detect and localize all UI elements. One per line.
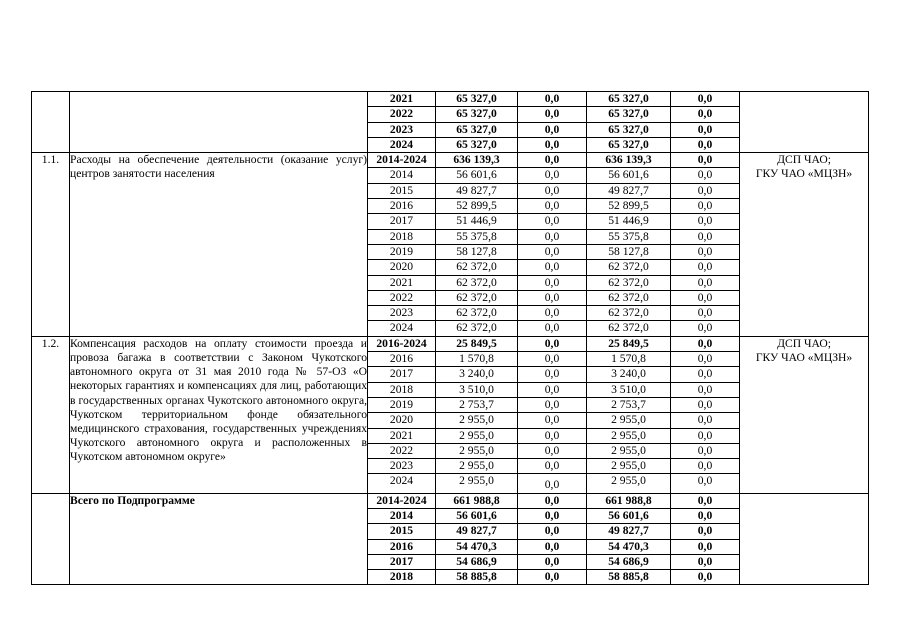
- federal-cell: 0,0: [518, 493, 587, 508]
- regional-cell: 62 372,0: [587, 275, 671, 290]
- period-cell: 2014-2024: [368, 153, 436, 168]
- federal-cell: 0,0: [518, 413, 587, 428]
- row-number: [32, 92, 70, 153]
- measure-name-text: Расходы на обеспечение деятельности (оказание услуг) центров занятости населения: [70, 153, 367, 181]
- total-cell: 54 470,3: [436, 539, 518, 554]
- total-cell: 62 372,0: [436, 321, 518, 336]
- federal-cell: 0,0: [518, 428, 587, 443]
- total-cell: 65 327,0: [436, 107, 518, 122]
- regional-cell: 25 849,5: [587, 336, 671, 351]
- regional-cell: 62 372,0: [587, 321, 671, 336]
- other-cell: 0,0: [671, 290, 740, 305]
- other-cell: 0,0: [671, 92, 740, 107]
- other-cell: 0,0: [671, 214, 740, 229]
- regional-cell: 2 955,0: [587, 428, 671, 443]
- period-cell: 2017: [368, 554, 436, 569]
- regional-cell: 58 127,8: [587, 244, 671, 259]
- responsible-executors: [740, 92, 869, 153]
- period-cell: 2024: [368, 321, 436, 336]
- total-cell: 56 601,6: [436, 168, 518, 183]
- federal-cell: 0,0: [518, 153, 587, 168]
- regional-cell: 65 327,0: [587, 137, 671, 152]
- total-cell: 62 372,0: [436, 260, 518, 275]
- federal-cell: 0,0: [518, 352, 587, 367]
- regional-cell: 58 885,8: [587, 570, 671, 585]
- other-cell: 0,0: [671, 413, 740, 428]
- federal-cell: 0,0: [518, 539, 587, 554]
- period-cell: 2015: [368, 524, 436, 539]
- federal-cell: 0,0: [518, 397, 587, 412]
- total-cell: 49 827,7: [436, 183, 518, 198]
- other-cell: 0,0: [671, 459, 740, 474]
- regional-cell: 65 327,0: [587, 122, 671, 137]
- total-cell: 65 327,0: [436, 137, 518, 152]
- regional-cell: 2 955,0: [587, 459, 671, 474]
- responsible-executors: [740, 493, 869, 585]
- total-cell: 636 139,3: [436, 153, 518, 168]
- federal-cell: 0,0: [518, 137, 587, 152]
- federal-cell: 0,0: [518, 290, 587, 305]
- other-cell: 0,0: [671, 260, 740, 275]
- regional-cell: 65 327,0: [587, 92, 671, 107]
- measure-name-text: Всего по Подпрограмме: [70, 493, 195, 507]
- period-cell: 2020: [368, 260, 436, 275]
- regional-cell: 65 327,0: [587, 107, 671, 122]
- total-cell: 2 955,0: [436, 443, 518, 458]
- total-cell: 56 601,6: [436, 508, 518, 523]
- federal-cell: 0,0: [518, 570, 587, 585]
- period-cell: 2016: [368, 352, 436, 367]
- other-cell: 0,0: [671, 352, 740, 367]
- table-row: [32, 336, 869, 351]
- total-cell: 58 885,8: [436, 570, 518, 585]
- federal-cell: 0,0: [518, 92, 587, 107]
- other-cell: 0,0: [671, 275, 740, 290]
- other-cell: 0,0: [671, 229, 740, 244]
- total-cell: 2 753,7: [436, 397, 518, 412]
- measure-name: [70, 153, 368, 337]
- federal-cell: 0,0: [518, 459, 587, 474]
- regional-cell: 56 601,6: [587, 168, 671, 183]
- measure-name: [70, 336, 368, 493]
- responsible-executors: [740, 336, 869, 493]
- total-cell: 58 127,8: [436, 244, 518, 259]
- period-cell: 2020: [368, 413, 436, 428]
- federal-cell: 0,0: [518, 367, 587, 382]
- other-cell: 0,0: [671, 493, 740, 508]
- period-cell: 2015: [368, 183, 436, 198]
- period-cell: 2022: [368, 290, 436, 305]
- other-cell: 0,0: [671, 183, 740, 198]
- period-cell: 2019: [368, 397, 436, 412]
- regional-cell: 1 570,8: [587, 352, 671, 367]
- total-cell: 1 570,8: [436, 352, 518, 367]
- regional-cell: 54 470,3: [587, 539, 671, 554]
- total-cell: 2 955,0: [436, 474, 518, 493]
- regional-cell: 2 753,7: [587, 397, 671, 412]
- regional-cell: 52 899,5: [587, 199, 671, 214]
- total-cell: 3 240,0: [436, 367, 518, 382]
- period-cell: 2016: [368, 539, 436, 554]
- period-cell: 2024: [368, 137, 436, 152]
- other-cell: 0,0: [671, 153, 740, 168]
- other-cell: 0,0: [671, 244, 740, 259]
- other-cell: 0,0: [671, 137, 740, 152]
- measure-name: [70, 92, 368, 153]
- federal-cell: 0,0: [518, 122, 587, 137]
- regional-cell: 56 601,6: [587, 508, 671, 523]
- period-cell: 2014: [368, 508, 436, 523]
- federal-cell: 0,0: [518, 183, 587, 198]
- federal-cell: 0,0: [518, 244, 587, 259]
- period-cell: 2022: [368, 107, 436, 122]
- federal-cell: 0,0: [518, 508, 587, 523]
- period-cell: 2018: [368, 570, 436, 585]
- federal-cell: 0,0: [518, 214, 587, 229]
- regional-cell: 2 955,0: [587, 474, 671, 493]
- regional-cell: 55 375,8: [587, 229, 671, 244]
- row-number: 1.1.: [32, 153, 70, 337]
- row-number: [32, 493, 70, 585]
- responsible-line: ДСП ЧАО;: [777, 153, 831, 167]
- responsible-line: ГКУ ЧАО «МЦЗН»: [755, 350, 853, 364]
- responsible-line: ДСП ЧАО;: [777, 336, 831, 350]
- total-cell: 2 955,0: [436, 428, 518, 443]
- federal-cell: 0,0: [518, 554, 587, 569]
- federal-cell: 0,0: [518, 306, 587, 321]
- period-cell: 2014-2024: [368, 493, 436, 508]
- federal-cell: 0,0: [518, 168, 587, 183]
- total-cell: 65 327,0: [436, 122, 518, 137]
- other-cell: 0,0: [671, 306, 740, 321]
- budget-table: [31, 91, 869, 585]
- other-cell: 0,0: [671, 122, 740, 137]
- other-cell: 0,0: [671, 524, 740, 539]
- period-cell: 2021: [368, 92, 436, 107]
- regional-cell: 2 955,0: [587, 413, 671, 428]
- row-number: 1.2.: [32, 336, 70, 493]
- other-cell: 0,0: [671, 336, 740, 351]
- table-row: [32, 493, 869, 508]
- period-cell: 2023: [368, 122, 436, 137]
- period-cell: 2018: [368, 382, 436, 397]
- regional-cell: 62 372,0: [587, 306, 671, 321]
- federal-cell: 0,0: [518, 474, 587, 493]
- responsible-line: ГКУ ЧАО «МЦЗН»: [755, 167, 853, 181]
- regional-cell: 54 686,9: [587, 554, 671, 569]
- period-cell: 2018: [368, 229, 436, 244]
- federal-cell: 0,0: [518, 443, 587, 458]
- federal-cell: 0,0: [518, 321, 587, 336]
- other-cell: 0,0: [671, 367, 740, 382]
- period-cell: 2014: [368, 168, 436, 183]
- other-cell: 0,0: [671, 539, 740, 554]
- table-row: [32, 153, 869, 168]
- total-cell: 3 510,0: [436, 382, 518, 397]
- total-cell: 62 372,0: [436, 306, 518, 321]
- total-cell: 25 849,5: [436, 336, 518, 351]
- measure-name-text: Компенсация расходов на оплату стоимости проезда и провоза багажа в соответствии с Законом Чукотского автономного округа от 31 мая 2010 года № 57-ОЗ «О некоторых гарантиях и компенсациях для лиц, работающих в государственных органах Чукотского автономного округа, Чукотском территориальном фонде обязательного медицинского страхования, государственных учреждениях Чукотского автономного округа и расположенных в Чукотском автономном округе»: [70, 336, 367, 464]
- other-cell: 0,0: [671, 508, 740, 523]
- other-cell: 0,0: [671, 199, 740, 214]
- regional-cell: 661 988,8: [587, 493, 671, 508]
- period-cell: 2017: [368, 367, 436, 382]
- federal-cell: 0,0: [518, 107, 587, 122]
- period-cell: 2024: [368, 474, 436, 493]
- federal-cell: 0,0: [518, 382, 587, 397]
- other-cell: 0,0: [671, 554, 740, 569]
- period-cell: 2019: [368, 244, 436, 259]
- period-cell: 2022: [368, 443, 436, 458]
- federal-cell: 0,0: [518, 229, 587, 244]
- total-cell: 55 375,8: [436, 229, 518, 244]
- period-cell: 2016-2024: [368, 336, 436, 351]
- regional-cell: 51 446,9: [587, 214, 671, 229]
- total-cell: 2 955,0: [436, 459, 518, 474]
- period-cell: 2023: [368, 306, 436, 321]
- total-cell: 49 827,7: [436, 524, 518, 539]
- regional-cell: 3 510,0: [587, 382, 671, 397]
- period-cell: 2023: [368, 459, 436, 474]
- federal-cell: 0,0: [518, 275, 587, 290]
- total-cell: 62 372,0: [436, 275, 518, 290]
- federal-cell: 0,0: [518, 260, 587, 275]
- federal-cell: 0,0: [518, 336, 587, 351]
- other-cell: 0,0: [671, 474, 740, 493]
- regional-cell: 49 827,7: [587, 524, 671, 539]
- regional-cell: 3 240,0: [587, 367, 671, 382]
- period-cell: 2021: [368, 428, 436, 443]
- other-cell: 0,0: [671, 168, 740, 183]
- other-cell: 0,0: [671, 107, 740, 122]
- other-cell: 0,0: [671, 382, 740, 397]
- total-cell: 51 446,9: [436, 214, 518, 229]
- total-cell: 2 955,0: [436, 413, 518, 428]
- other-cell: 0,0: [671, 570, 740, 585]
- other-cell: 0,0: [671, 321, 740, 336]
- federal-cell: 0,0: [518, 199, 587, 214]
- total-cell: 52 899,5: [436, 199, 518, 214]
- federal-cell: 0,0: [518, 524, 587, 539]
- regional-cell: 62 372,0: [587, 260, 671, 275]
- regional-cell: 62 372,0: [587, 290, 671, 305]
- total-cell: 661 988,8: [436, 493, 518, 508]
- period-cell: 2021: [368, 275, 436, 290]
- regional-cell: 49 827,7: [587, 183, 671, 198]
- regional-cell: 2 955,0: [587, 443, 671, 458]
- other-cell: 0,0: [671, 428, 740, 443]
- responsible-executors: [740, 153, 869, 337]
- regional-cell: 636 139,3: [587, 153, 671, 168]
- total-cell: 54 686,9: [436, 554, 518, 569]
- other-cell: 0,0: [671, 443, 740, 458]
- period-cell: 2016: [368, 199, 436, 214]
- period-cell: 2017: [368, 214, 436, 229]
- table-row: [32, 92, 869, 107]
- other-cell: 0,0: [671, 397, 740, 412]
- total-cell: 62 372,0: [436, 290, 518, 305]
- total-cell: 65 327,0: [436, 92, 518, 107]
- total-label: [70, 493, 368, 585]
